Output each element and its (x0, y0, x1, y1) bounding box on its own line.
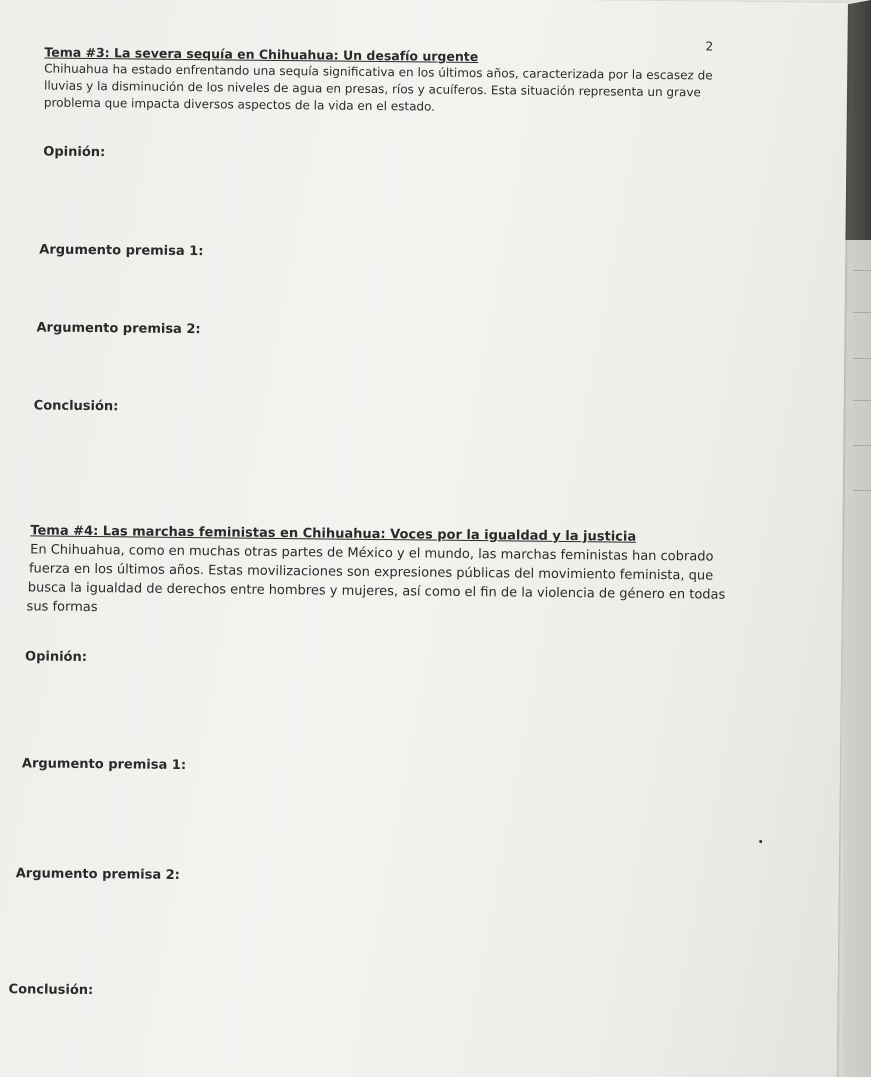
tema4-premisa1-label: Argumento premisa 1: (21, 756, 187, 774)
tema3-conclusion-label: Conclusión: (33, 398, 119, 415)
tema3-paragraph-line: lluvias y la disminución de los niveles de agua en presas, ríos y acuíferos. Esta situación representa un grave (43, 78, 701, 100)
under-line (853, 358, 871, 359)
page-number: 2 (705, 39, 714, 54)
under-line (853, 445, 871, 446)
tema4-paragraph-line: sus formas (26, 599, 98, 616)
tema3-title: Tema #3: La severa sequía en Chihuahua: Un desafío urgente (44, 44, 479, 65)
sheet-underneath (843, 240, 871, 1077)
under-line (853, 400, 871, 401)
tema3-paragraph-line: problema que impacta diversos aspectos de la vida en el estado. (43, 95, 436, 114)
tema4-conclusion-label: Conclusión: (8, 982, 94, 999)
tema3-premisa2-label: Argumento premisa 2: (36, 320, 201, 338)
tema4-premisa2-label: Argumento premisa 2: (15, 866, 180, 883)
tema3-paragraph-line: Chihuahua ha estado enfrentando una sequía significativa en los últimos años, caracterizada por la escasez de (44, 61, 713, 83)
under-line (853, 490, 871, 491)
tema4-paragraph-line: En Chihuahua, como en muchas otras partes de México y el mundo, las marchas feministas han cobrado (30, 542, 714, 565)
tema4-paragraph-line: busca la igualdad de derechos entre hombres y mujeres, así como el fin de la violencia de género en todas (27, 580, 726, 603)
tema4-paragraph-line: fuerza en los últimos años. Estas movilizaciones son expresiones públicas del movimiento feminista, que (28, 561, 714, 584)
tema3-premisa1-label: Argumento premisa 1: (39, 242, 204, 260)
under-line (853, 270, 871, 271)
under-line (853, 312, 871, 313)
tema4-opinion-label: Opinión: (24, 649, 88, 665)
tema3-opinion-label: Opinión: (43, 144, 106, 161)
ink-dot (759, 840, 762, 843)
tema4-title: Tema #4: Las marchas feministas en Chihuahua: Voces por la igualdad y la justicia (30, 523, 637, 545)
